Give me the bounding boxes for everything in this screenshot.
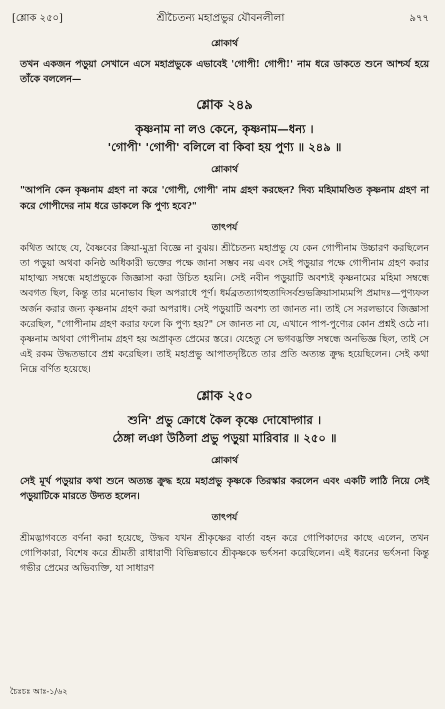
verse-250-line-1: শুনি' প্রভু ক্রোধে কৈল কৃষ্ণে দোষোদ্গার । (127, 412, 322, 427)
page-header (12, 11, 429, 27)
page-content (20, 36, 429, 577)
section-heading-purport-1: তাৎপর্য (211, 222, 238, 233)
section-heading-translation-3: শ্লোকার্থ (211, 455, 238, 466)
translation-paragraph-2: "আপনি কেন কৃষ্ণনাম গ্রহণ না করে 'গোপী, গোপী' নাম গ্রহণ করছেন? দিব্য মহিমামণ্ডিত কৃষ্ণনাম গ্রহণ না করে গোপীদের নাম ধরে ডাকলে কি পুণ্য হবে?" (20, 185, 429, 212)
page-number: ৯৭৭ (409, 13, 429, 24)
verse-range-label: [শ্লোক ২৫০] (12, 13, 63, 24)
page-footer-signature: চৈঃচঃ আঃ-১/৬২ (10, 687, 68, 696)
translation-paragraph-1: তখন একজন পড়ুয়া সেখানে এসে মহাপ্রভুকে এভাবেই 'গোপী! গোপী!' নাম ধরে ডাকতে শুনে আশ্চর্য হয়ে তাঁকে বললেন— (20, 59, 429, 86)
purport-paragraph-2: শ্রীমদ্ভাগবতে বর্ণনা করা হয়েছে, উদ্ধব যখন শ্রীকৃষ্ণের বার্তা বহন করে গোপিকাদের কাছে এলেন, তখন গোপিকারা, বিশেষ করে শ্রীমতী রাধারাণী বিভিন্নভাবে শ্রীকৃষ্ণকে ভর্ৎসনা করেছিলেন। এই ধরনের ভর্ৎসনা কিন্তু গভীর প্রেমের অভিব্যক্তি, যা সাধারণ (20, 533, 429, 575)
verse-number-249: শ্লোক ২৪৯ (196, 98, 253, 114)
running-title: শ্রীচৈতন্য মহাপ্রভুর যৌবনলীলা (156, 12, 285, 24)
verse-number-250: শ্লোক ২৫০ (196, 388, 253, 404)
section-heading-purport-2: তাৎপর্য (211, 513, 238, 524)
verse-250-line-2: ঠেঙ্গা লঞা উঠিলা প্রভু পড়ুয়া মারিবার ॥ ২৫০ ॥ (112, 430, 337, 445)
verse-249-line-2: 'গোপী' 'গোপী' বলিলে বা কিবা হয় পুণ্য ॥ ২৪৯ ॥ (107, 140, 342, 155)
section-heading-translation-1: শ্লোকার্থ (211, 39, 238, 49)
purport-paragraph-1: কথিত আছে যে, বৈষ্ণবের ক্রিয়া-মুদ্রা বিজ্ঞে না বুঝয়। শ্রীচৈতন্য মহাপ্রভু যে কেন গোপীনাম উচ্চারণ করছিলেন তা পড়ুয়া অথবা কনিষ্ঠ অধিকারী ভক্তের পক্ষে জানা সম্ভব নয় এবং সেই পড়ুয়ার পক্ষে গোপীনাম গ্রহণ করার মাহাত্ম্য সম্বন্ধে মহাপ্রভুকে জিজ্ঞাসা করা উচিত হয়নি। সেই নবীন পড়ুয়াটি অবশ্যই কৃষ্ণনামের মহিমা সম্বন্ধে অবগত ছিল, কিন্তু তার মনোভাব ছিল অপরাধে পূর্ণ। ধর্মব্রতত্যাগহুতাদিসর্বশুভক্রিয়াসাম্যমপি প্রমাদঃ—পুণ্যফল অর্জন করার জন্য কৃষ্ণনাম গ্রহণ করা অপরাধ। সেই পড়ুয়াটি অবশ্য তা জানত না। তাই সে সরলভাবে জিজ্ঞাসা করেছিল, "গোপীনাম গ্রহণ করার ফলে কি পুণ্য হয়?" সে জানত না যে, এখানে পাপ-পুণ্যের কোন প্রশ্নই ওঠে না। কৃষ্ণনাম অথবা গোপীনাম গ্রহণ হয় অপ্রাকৃত প্রেমের স্তরে। যেহেতু সে ভগবদ্ভক্তি সম্বন্ধে অনভিজ্ঞ ছিল, তাই সে এই রকম উদ্ধতভাবে প্রশ্ন করেছিল। তাই মহাপ্রভু আপাতদৃষ্টিতে তার প্রতি অত্যন্ত ক্রুদ্ধ হয়েছিলেন। সেই কথা নিম্নে বর্ণিত হয়েছে। (20, 242, 429, 376)
verse-249-line-1: কৃষ্ণনাম না লও কেনে, কৃষ্ণনাম—ধন্য । (135, 122, 314, 137)
translation-paragraph-3: সেই মূর্খ পড়ুয়ার কথা শুনে অত্যন্ত ক্রুদ্ধ হয়ে মহাপ্রভু কৃষ্ণকে তিরস্কার করলেন এবং একটি লাঠি নিয়ে সেই পড়ুয়াটিকে মারতে উদ্যত হলেন। (20, 475, 429, 502)
section-heading-translation-2: শ্লোকার্থ (211, 165, 238, 176)
